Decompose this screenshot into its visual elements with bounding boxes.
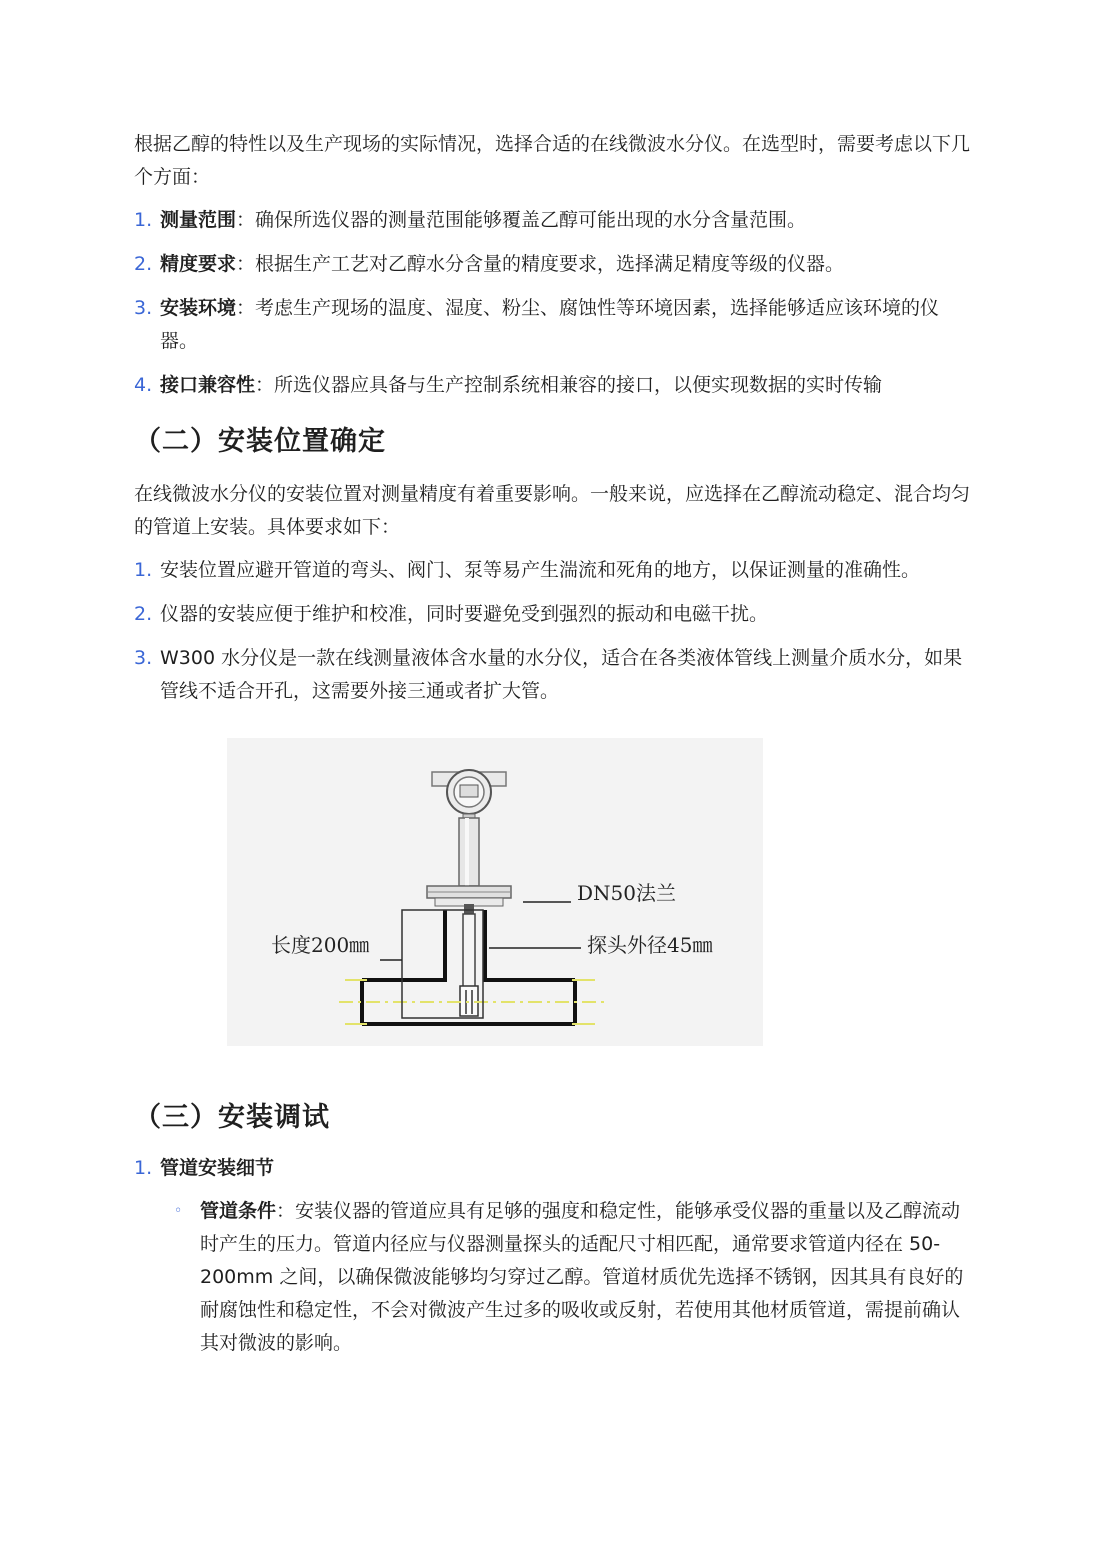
selection-list bbox=[134, 204, 974, 402]
list-text: W300 水分仪是一款在线测量液体含水量的水分仪，适合在各类液体管线上测量介质水分，如果管线不适合开孔，这需要外接三通或者扩大管。 bbox=[160, 647, 963, 702]
list-text: 所选仪器应具备与生产控制系统相兼容的接口，以便实现数据的实时传输 bbox=[274, 374, 883, 396]
list-text: 安装位置应避开管道的弯头、阀门、泵等易产生湍流和死角的地方，以保证测量的准确性。 bbox=[160, 559, 921, 581]
sub-list bbox=[174, 1195, 974, 1360]
list-number: 4. bbox=[134, 374, 153, 396]
list-term: 测量范围 bbox=[160, 209, 237, 231]
list-text: 根据生产工艺对乙醇水分含量的精度要求，选择满足精度等级的仪器。 bbox=[255, 253, 845, 275]
sub-text: 安装仪器的管道应具有足够的强度和稳定性，能够承受仪器的重量以及乙醇流动时产生的压力。管道内径应与仪器测量探头的适配尺寸相匹配，通常要求管道内径在 50-200mm 之间，以确保微波能够均匀穿过乙醇。管道材质优先选择不锈钢，因其具有良好的耐腐蚀性和稳定性，不会对微波产生过多的吸收或反射，若使用其他材质管道，需提前确认其对微波的影响。 bbox=[200, 1200, 964, 1354]
intro-paragraph: 根据乙醇的特性以及生产现场的实际情况，选择合适的在线微波水分仪。在选型时，需要考虑以下几个方面： bbox=[134, 133, 971, 188]
installation-diagram-svg bbox=[227, 738, 763, 1046]
list-term: 精度要求 bbox=[160, 253, 237, 275]
flange-label: DN50法兰 bbox=[577, 881, 676, 905]
flange-icon bbox=[427, 886, 511, 916]
list-title: 管道安装细节 bbox=[160, 1157, 275, 1179]
bullet-icon: ◦ bbox=[174, 1203, 183, 1219]
debug-list bbox=[134, 1152, 974, 1185]
list-item: 2. 精度要求：根据生产工艺对乙醇水分含量的精度要求，选择满足精度等级的仪器。 bbox=[134, 248, 974, 281]
list-number: 1. bbox=[134, 559, 153, 581]
section-intro: 在线微波水分仪的安装位置对测量精度有着重要影响。一般来说，应选择在乙醇流动稳定、混合均匀的管道上安装。具体要求如下： bbox=[134, 483, 971, 538]
section-heading: （二）安装位置确定 bbox=[134, 426, 386, 457]
list-item bbox=[134, 598, 974, 631]
list-number: 2. bbox=[134, 603, 153, 625]
list-item bbox=[134, 1152, 974, 1185]
list-text: 确保所选仪器的测量范围能够覆盖乙醇可能出现的水分含量范围。 bbox=[255, 209, 807, 231]
list-item bbox=[134, 642, 974, 708]
list-number: 2. bbox=[134, 253, 153, 275]
document-content bbox=[134, 128, 974, 1360]
list-text: 仪器的安装应便于维护和校准，同时要避免受到强烈的振动和电磁干扰。 bbox=[160, 603, 769, 625]
list-number: 3. bbox=[134, 647, 153, 669]
probe-diameter-label: 探头外径45㎜ bbox=[587, 933, 713, 957]
list-item: 4. 接口兼容性：所选仪器应具备与生产控制系统相兼容的接口，以便实现数据的实时传输 bbox=[134, 369, 974, 402]
list-item: 1. 测量范围：确保所选仪器的测量范围能够覆盖乙醇可能出现的水分含量范围。 bbox=[134, 204, 974, 237]
location-list bbox=[134, 554, 974, 708]
length-label: 长度200㎜ bbox=[271, 933, 370, 957]
section-heading: （三）安装调试 bbox=[134, 1102, 330, 1133]
list-number: 3. bbox=[134, 297, 153, 319]
list-item bbox=[134, 554, 974, 587]
probe-icon bbox=[460, 914, 478, 1016]
sub-list-item: ◦ 管道条件：安装仪器的管道应具有足够的强度和稳定性，能够承受仪器的重量以及乙醇流动时产生的压力。管道内径应与仪器测量探头的适配尺寸相匹配，通常要求管道内径在 50-200mm 之间，以确保微波能够均匀穿过乙醇。管道材质优先选择不锈钢，因其具有良好的耐腐蚀性和稳定性，不会对微波产生过多的吸收或反射，若使用其他材质管道，需提前确认其对微波的影响。 bbox=[174, 1195, 974, 1360]
instrument-head bbox=[432, 770, 506, 820]
list-number: 1. bbox=[134, 1157, 153, 1179]
list-item: 3. 安装环境：考虑生产现场的温度、湿度、粉尘、腐蚀性等环境因素，选择能够适应该环境的仪器。 bbox=[134, 292, 974, 358]
list-text: 考虑生产现场的温度、湿度、粉尘、腐蚀性等环境因素，选择能够适应该环境的仪器。 bbox=[160, 297, 940, 352]
installation-diagram bbox=[227, 738, 763, 1046]
list-term: 安装环境 bbox=[160, 297, 237, 319]
sub-term: 管道条件 bbox=[200, 1200, 277, 1222]
list-term: 接口兼容性 bbox=[160, 374, 256, 396]
list-number: 1. bbox=[134, 209, 153, 231]
